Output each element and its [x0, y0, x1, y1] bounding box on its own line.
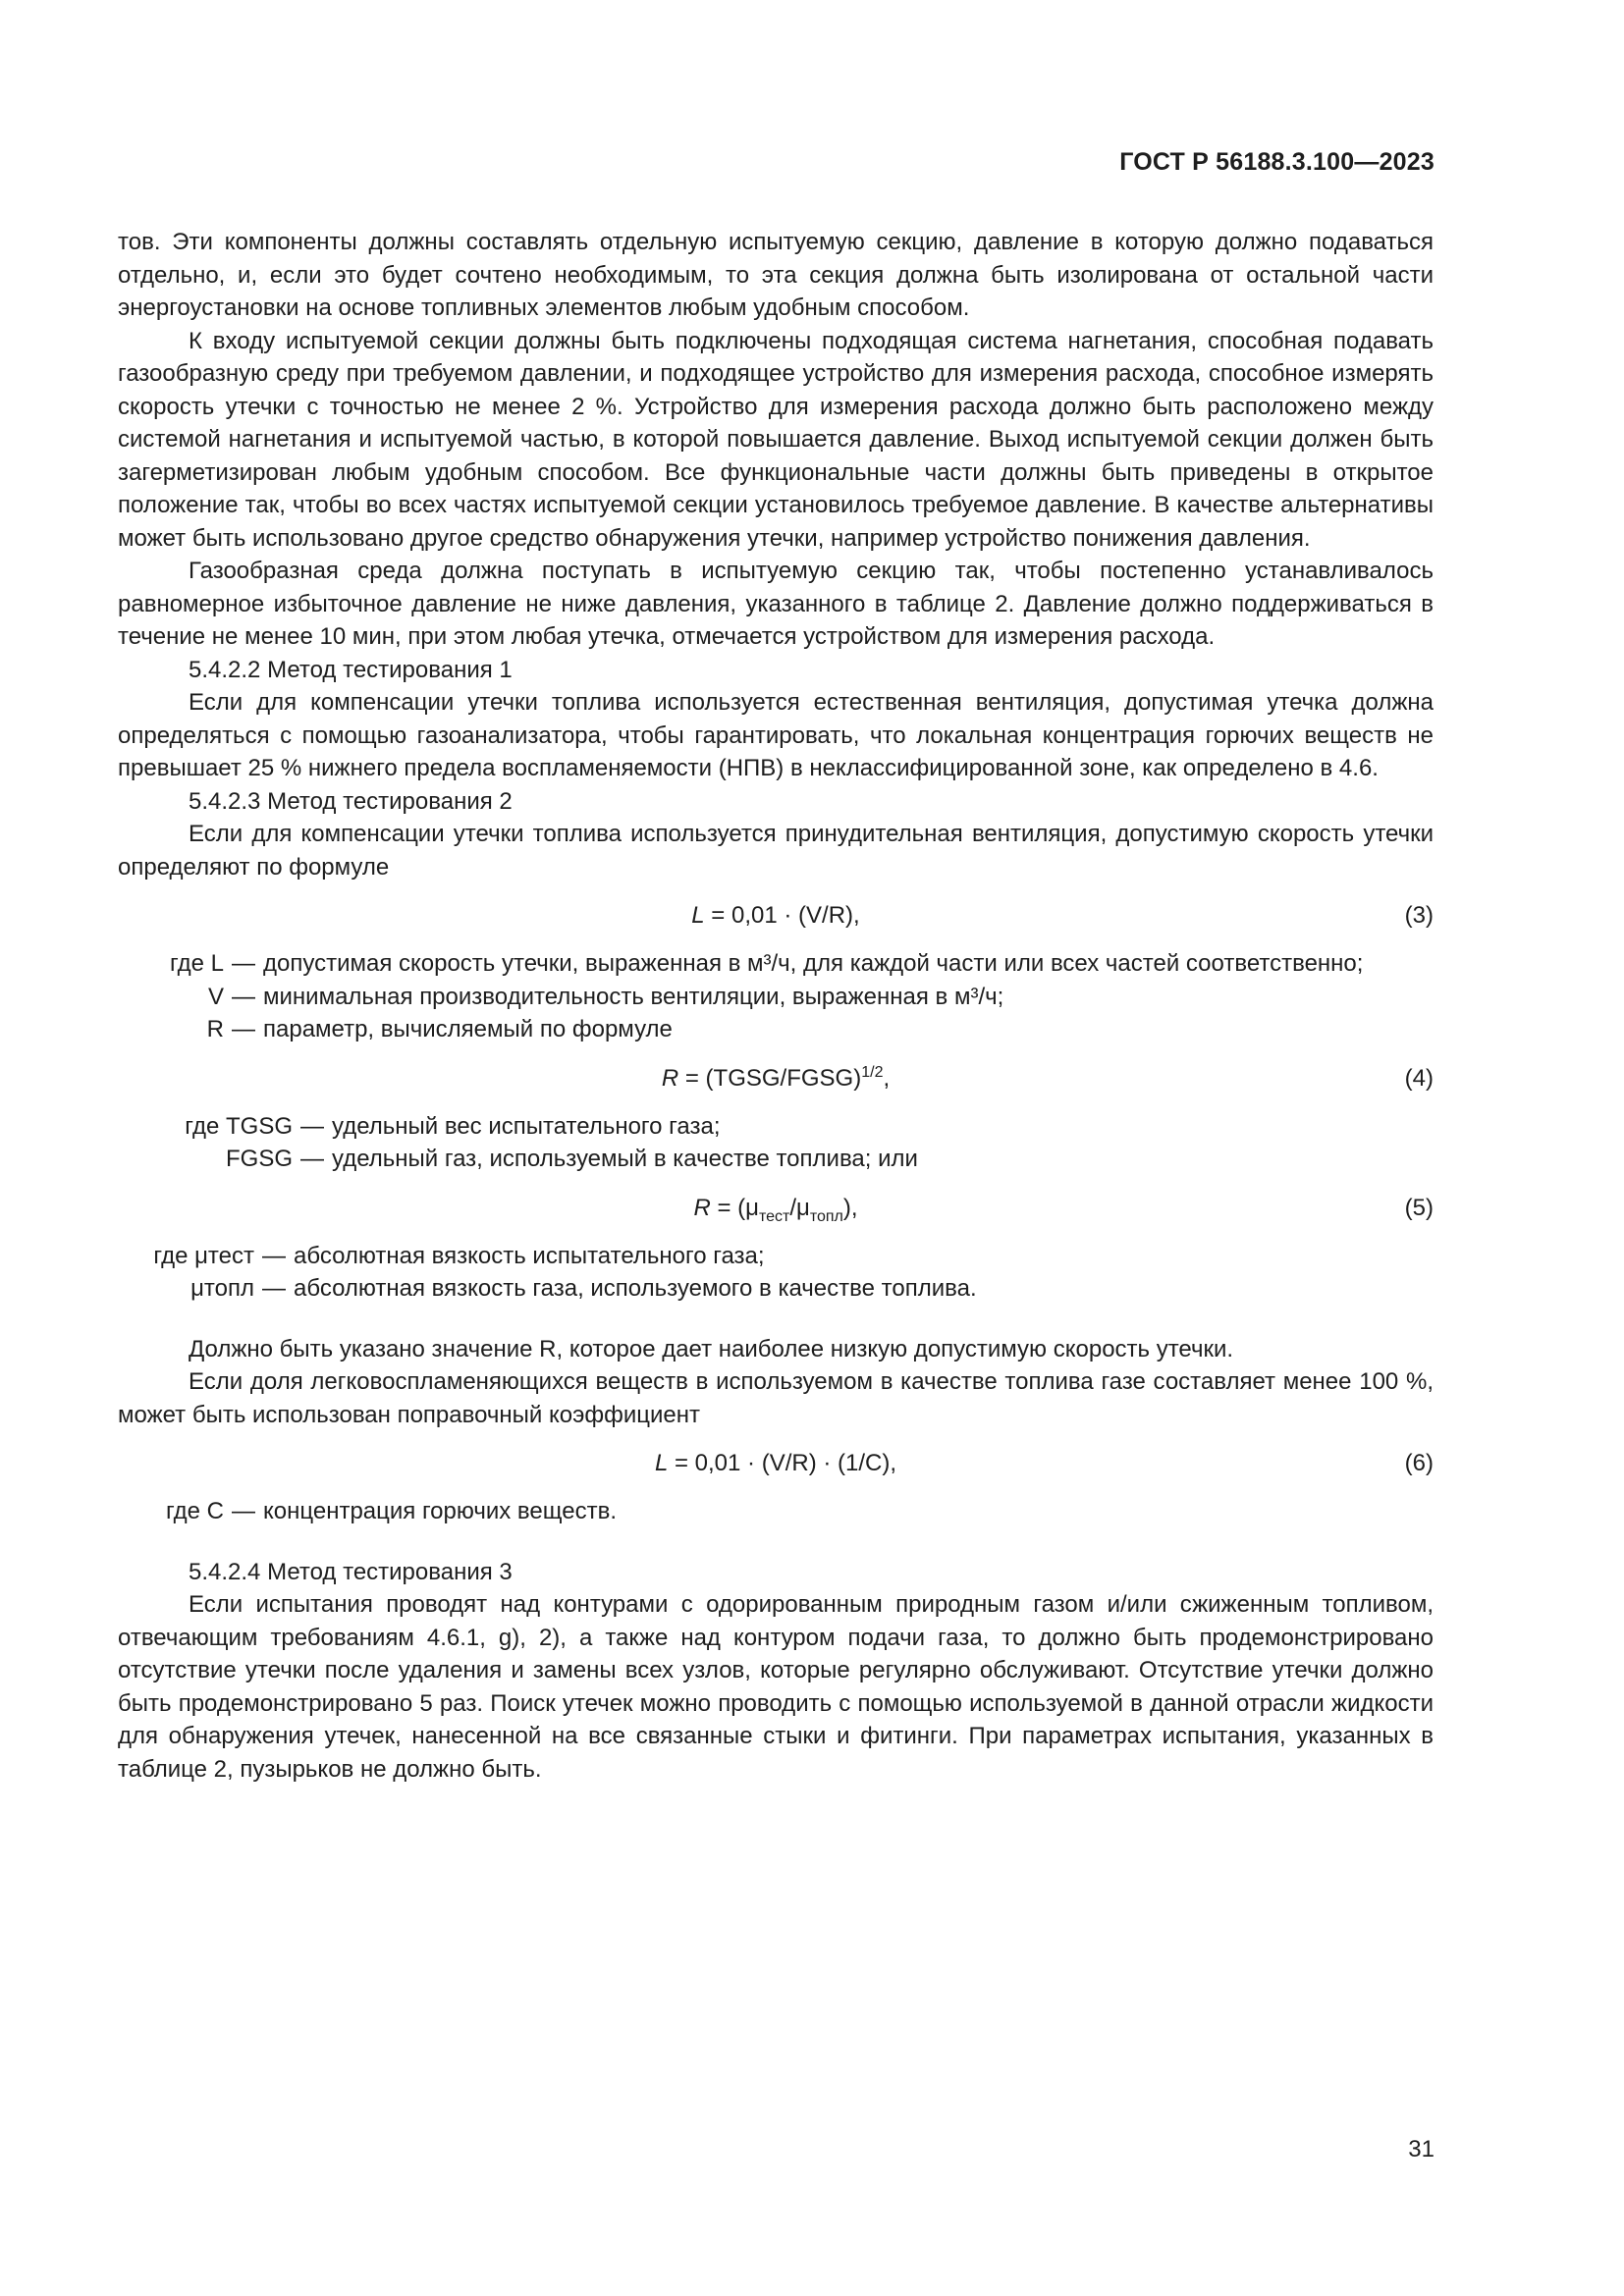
- paragraph: Должно быть указано значение R, которое дает наиболее низкую допустимую скорость утечки.: [189, 1335, 1234, 1362]
- section-heading: 5.4.2.3 Метод тестирования 2: [189, 787, 513, 815]
- paragraph: Если для компенсации утечки топлива используется естественная вентиляция, допустимая утечка должна определяться с помощью газоанализатора, чтобы гарантировать, что локальная концентрация горючих веществ не превышает 25 % нижнего предела воспламеняемости (НПВ) в неклассифицированной зоне, как определено в 4.6.: [118, 689, 1434, 781]
- where-list: где TGSG — удельный вес испытательного газа; FGSG — удельный газ, используемый в качестве топлива; или: [185, 1112, 918, 1172]
- paragraph: Если для компенсации утечки топлива используется принудительная вентиляция, допустимую скорость утечки определяют по формуле: [118, 821, 1434, 881]
- formula-6: L = 0,01 · (V/R) · (1/C), (6): [118, 1447, 1434, 1479]
- standard-designation: ГОСТ Р 56188.3.100—2023: [1119, 148, 1435, 176]
- where-list: где μтест — абсолютная вязкость испытательного газа; μтопл — абсолютная вязкость газа, используемого в качестве топлива.: [153, 1242, 977, 1302]
- formula-number: (3): [1404, 902, 1434, 929]
- paragraph: К входу испытуемой секции должны быть подключены подходящая система нагнетания, способная подавать газообразную среду при требуемом давлении, и подходящее устройство для измерения расхода, способное измерять скорость утечки с точностью не менее 2 %. Устройство для измерения расхода должно быть расположено между системой нагнетания и испытуемой частью, в которой повышается давление. Выход испытуемой секции должен быть загерметизирован любым удобным способом. Все функциональные части должны быть приведены в открытое положение так, чтобы во всех частях испытуемой секции установилось требуемое давление. В качестве альтернативы может быть использовано другое средство обнаружения утечки, например устройство понижения давления.: [118, 327, 1434, 552]
- paragraph: Если доля легковоспламеняющихся веществ в используемом в качестве топлива газе составляет менее 100 %, может быть использован поправочный коэффициент: [118, 1368, 1434, 1428]
- formula-number: (6): [1404, 1450, 1434, 1476]
- formula-5: $R = (\mu_{тест}/\mu_{топл})$, (5): [118, 1192, 1434, 1224]
- formula-4: R = (TGSG/FGSG)$^{1/2}$, (4): [118, 1062, 1434, 1095]
- formula-number: (4): [1404, 1064, 1434, 1092]
- paragraph: тов. Эти компоненты должны составлять отдельную испытуемую секцию, давление в которую должно подаваться отдельно, и, если это будет сочтено необходимым, то эта секция должна быть изолирована от остальной части энергоустановки на основе топливных элементов любым удобным способом.: [118, 229, 1434, 321]
- document-body: [118, 226, 1434, 1786]
- section-heading: 5.4.2.4 Метод тестирования 3: [189, 1558, 513, 1585]
- paragraph: Если испытания проводят над контурами с одорированным природным газом и/или сжиженным топливом, отвечающим требованиям 4.6.1, g), 2), а также над контуром подачи газа, то должно быть продемонстрировано отсутствие утечки после удаления и замены всех узлов, которые регулярно обслуживают. Отсутствие утечки должно быть продемонстрировано 5 раз. Поиск утечек можно проводить с помощью используемой в данной отрасли жидкости для обнаружения утечек, нанесенной на все связанные стыки и фитинги. При параметрах испытания, указанных в таблице 2, пузырьков не должно быть.: [118, 1591, 1434, 1783]
- page-number: 31: [1408, 2136, 1435, 2163]
- where-list: где L — допустимая скорость утечки, выраженная в м³/ч, для каждой части или всех частей соответственно; V — минимальная производительность вентиляции, выраженная в м³/ч; R — параметр, вычисляемый по формуле: [169, 950, 1364, 1042]
- paragraph: Газообразная среда должна поступать в испытуемую секцию так, чтобы постепенно устанавливалось равномерное избыточное давление не ниже давления, указанного в таблице 2. Давление должно поддерживаться в течение не менее 10 мин, при этом любая утечка, отмечается устройством для измерения расхода.: [118, 558, 1434, 650]
- section-heading: 5.4.2.2 Метод тестирования 1: [189, 656, 513, 683]
- formula-number: (5): [1404, 1194, 1434, 1221]
- formula-3: L = 0,01 · (V/R), (3): [118, 899, 1434, 932]
- where-list: где C — концентрация горючих веществ.: [165, 1498, 617, 1524]
